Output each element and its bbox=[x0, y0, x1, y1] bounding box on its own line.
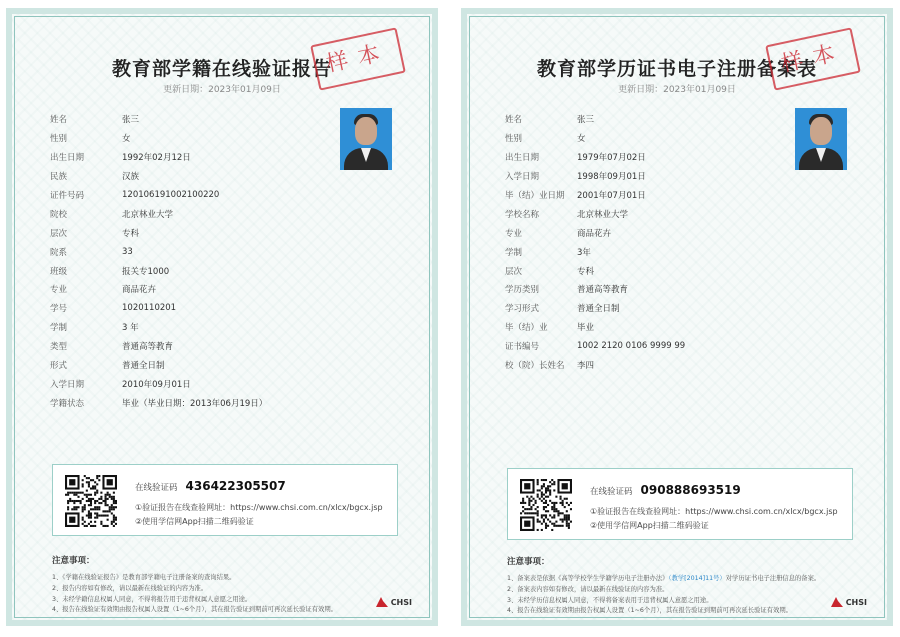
field-value: 李四 bbox=[577, 361, 595, 372]
field-value: 33 bbox=[122, 246, 133, 257]
notes-title: 注意事项： bbox=[52, 556, 95, 566]
field-label: 性别 bbox=[505, 134, 523, 145]
field-row bbox=[50, 110, 267, 129]
field-label: 入学日期 bbox=[505, 172, 540, 183]
field-row bbox=[50, 337, 267, 356]
field-label: 学号 bbox=[50, 304, 68, 315]
verify-url-line: ①验证报告在线查验网址：https://www.chsi.com.cn/xlcx/bgcx.jsp bbox=[135, 503, 383, 512]
field-label: 院系 bbox=[50, 247, 68, 258]
field-row bbox=[50, 318, 267, 337]
field-label: 民族 bbox=[50, 172, 68, 183]
field-value: 1002 2120 0106 9999 99 bbox=[577, 341, 686, 352]
note-item: 2、报告内容如有修改，请以最新在线验证的内容为准。 bbox=[52, 584, 208, 592]
field-label: 学制 bbox=[505, 247, 523, 258]
field-label: 学习形式 bbox=[505, 304, 540, 315]
verify-app-line: ②使用学信网App扫描二维码验证 bbox=[590, 521, 709, 530]
field-row bbox=[505, 299, 685, 318]
field-row bbox=[50, 299, 267, 318]
field-value: 专科 bbox=[122, 228, 140, 239]
field-row bbox=[505, 204, 685, 223]
degree-registration-record bbox=[461, 8, 893, 626]
verification-box bbox=[52, 464, 398, 536]
field-row bbox=[505, 356, 685, 375]
field-label: 班级 bbox=[50, 266, 68, 277]
field-value: 商品花卉 bbox=[122, 285, 157, 296]
note-item: 2、备案表内容如有修改，请以最新在线验证的内容为准。 bbox=[507, 585, 669, 593]
chsi-logo bbox=[375, 596, 412, 608]
field-value: 普通高等教育 bbox=[577, 285, 629, 296]
notes-section bbox=[52, 554, 412, 616]
sample-stamp: 样本 bbox=[765, 27, 861, 90]
field-row bbox=[50, 356, 267, 375]
field-label: 专业 bbox=[505, 228, 523, 239]
field-label: 学校名称 bbox=[505, 209, 540, 220]
field-label: 性别 bbox=[50, 134, 68, 145]
field-label: 类型 bbox=[50, 342, 68, 353]
field-row bbox=[505, 337, 685, 356]
field-value: 1979年07月02日 bbox=[577, 153, 646, 164]
field-row bbox=[505, 148, 685, 167]
field-value: 张三 bbox=[577, 115, 595, 126]
notes-title: 注意事项： bbox=[507, 557, 550, 567]
field-label: 层次 bbox=[50, 228, 68, 239]
field-label: 入学日期 bbox=[50, 379, 85, 390]
note-item: 3、未经学历信息权属人同意，不得将备案表用于违背权属人意愿之用途。 bbox=[507, 596, 713, 604]
verification-code-row bbox=[135, 479, 286, 493]
id-photo bbox=[340, 108, 392, 170]
field-row bbox=[50, 167, 267, 186]
field-label: 毕（结）业 bbox=[505, 323, 548, 334]
field-label: 出生日期 bbox=[50, 153, 85, 164]
notes-section bbox=[507, 555, 867, 617]
info-fields bbox=[50, 110, 267, 412]
qr-code-icon[interactable] bbox=[65, 475, 117, 527]
student-status-report bbox=[6, 8, 438, 626]
report-title: 教育部学历证书电子注册备案表 bbox=[536, 58, 817, 80]
note-item: 3、未经学籍信息权属人同意，不得将报告用于违背权属人意愿之用途。 bbox=[52, 595, 252, 603]
field-label: 姓名 bbox=[50, 115, 68, 126]
note-text-tail: 对学历证书电子注册信息的备案。 bbox=[725, 575, 821, 582]
field-value: 1998年09月01日 bbox=[577, 172, 646, 183]
chsi-logo-icon bbox=[375, 596, 389, 608]
id-photo bbox=[795, 108, 847, 170]
field-value: 汉族 bbox=[122, 172, 140, 183]
field-row bbox=[50, 129, 267, 148]
regulation-link[interactable]: （教学[2014]11号） bbox=[668, 575, 726, 582]
report-title: 教育部学籍在线验证报告 bbox=[111, 58, 332, 80]
field-row bbox=[505, 167, 685, 186]
field-value: 3年 bbox=[577, 247, 591, 258]
field-label: 学制 bbox=[50, 323, 68, 334]
field-value: 普通全日制 bbox=[577, 304, 620, 315]
field-value: 2010年09月01日 bbox=[122, 379, 191, 390]
verification-code-label: 在线验证码 bbox=[135, 483, 178, 493]
field-label: 专业 bbox=[50, 285, 68, 296]
field-label: 出生日期 bbox=[505, 153, 540, 164]
field-label: 学籍状态 bbox=[50, 398, 85, 409]
field-row bbox=[505, 223, 685, 242]
field-row bbox=[50, 280, 267, 299]
note-item bbox=[507, 574, 867, 585]
field-label: 学历类别 bbox=[505, 285, 540, 296]
verification-code: 090888693519 bbox=[640, 483, 741, 497]
verification-code-row bbox=[590, 483, 741, 497]
verify-app-line: ②使用学信网App扫描二维码验证 bbox=[135, 517, 254, 526]
field-value: 女 bbox=[577, 134, 586, 145]
field-row bbox=[505, 242, 685, 261]
sample-stamp: 样本 bbox=[310, 27, 406, 90]
field-label: 校（院）长姓名 bbox=[505, 361, 565, 372]
field-value: 北京林业大学 bbox=[577, 209, 629, 220]
chsi-logo-icon bbox=[830, 596, 844, 608]
field-row bbox=[505, 318, 685, 337]
field-value: 女 bbox=[122, 134, 131, 145]
verify-url-line: ①验证报告在线查验网址：https://www.chsi.com.cn/xlcx/bgcx.jsp bbox=[590, 507, 838, 516]
field-label: 证件号码 bbox=[50, 191, 85, 201]
field-value: 普通高等教育 bbox=[122, 342, 174, 353]
field-label: 形式 bbox=[50, 361, 68, 372]
field-value: 120106191002100220 bbox=[122, 190, 220, 200]
chsi-logo-text: CHSI bbox=[845, 597, 867, 607]
update-date: 更新日期：2023年01月09日 bbox=[163, 85, 281, 95]
field-label: 院校 bbox=[50, 209, 68, 220]
field-row bbox=[505, 186, 685, 205]
field-value: 1992年02月12日 bbox=[122, 153, 191, 164]
verification-box bbox=[507, 468, 853, 540]
field-label: 姓名 bbox=[505, 115, 523, 126]
field-value: 专科 bbox=[577, 266, 595, 277]
field-value: 商品花卉 bbox=[577, 228, 612, 239]
field-row bbox=[50, 223, 267, 242]
verification-code-label: 在线验证码 bbox=[590, 487, 633, 497]
field-value: 普通全日制 bbox=[122, 361, 165, 372]
note-item: 1、《学籍在线验证报告》是教育部学籍电子注册备案的查询结果。 bbox=[52, 574, 236, 581]
info-fields bbox=[505, 110, 685, 374]
field-value: 张三 bbox=[122, 115, 140, 126]
field-row bbox=[50, 204, 267, 223]
note-item: 4、报告在线验证有效期由报告权属人设置（1~6个月），其在报告验证到期前可再次延长验证有效期。 bbox=[52, 606, 337, 614]
qr-code-icon[interactable] bbox=[520, 479, 572, 531]
field-value: 毕业 bbox=[577, 323, 595, 334]
chsi-logo bbox=[830, 596, 867, 608]
field-label: 毕（结）业日期 bbox=[505, 191, 565, 201]
field-row bbox=[50, 393, 267, 412]
update-date: 更新日期：2023年01月09日 bbox=[618, 85, 736, 95]
field-row bbox=[505, 129, 685, 148]
field-value: 2001年07月01日 bbox=[577, 191, 646, 201]
field-label: 证书编号 bbox=[505, 342, 540, 353]
note-item: 4、报告在线验证有效期由报告权属人设置（1~6个月），其在报告验证到期前可再次延长验证有效期。 bbox=[507, 607, 792, 615]
field-value: 报关专1000 bbox=[122, 266, 170, 277]
field-value: 1020110201 bbox=[122, 303, 177, 314]
field-value: 毕业（毕业日期：2013年06月19日） bbox=[122, 398, 268, 409]
field-label: 层次 bbox=[505, 266, 523, 277]
field-row bbox=[505, 110, 685, 129]
field-row bbox=[50, 242, 267, 261]
field-row bbox=[505, 261, 685, 280]
note-text: 1、备案表是依据《高等学校学生学籍学历电子注册办法》 bbox=[507, 575, 669, 582]
field-row bbox=[505, 280, 685, 299]
verification-code: 436422305507 bbox=[185, 479, 286, 493]
chsi-logo-text: CHSI bbox=[390, 597, 412, 607]
field-row bbox=[50, 148, 267, 167]
field-value: 北京林业大学 bbox=[122, 209, 174, 220]
field-value: 3 年 bbox=[122, 323, 139, 334]
field-row bbox=[50, 261, 267, 280]
field-row bbox=[50, 374, 267, 393]
field-row bbox=[50, 186, 267, 205]
